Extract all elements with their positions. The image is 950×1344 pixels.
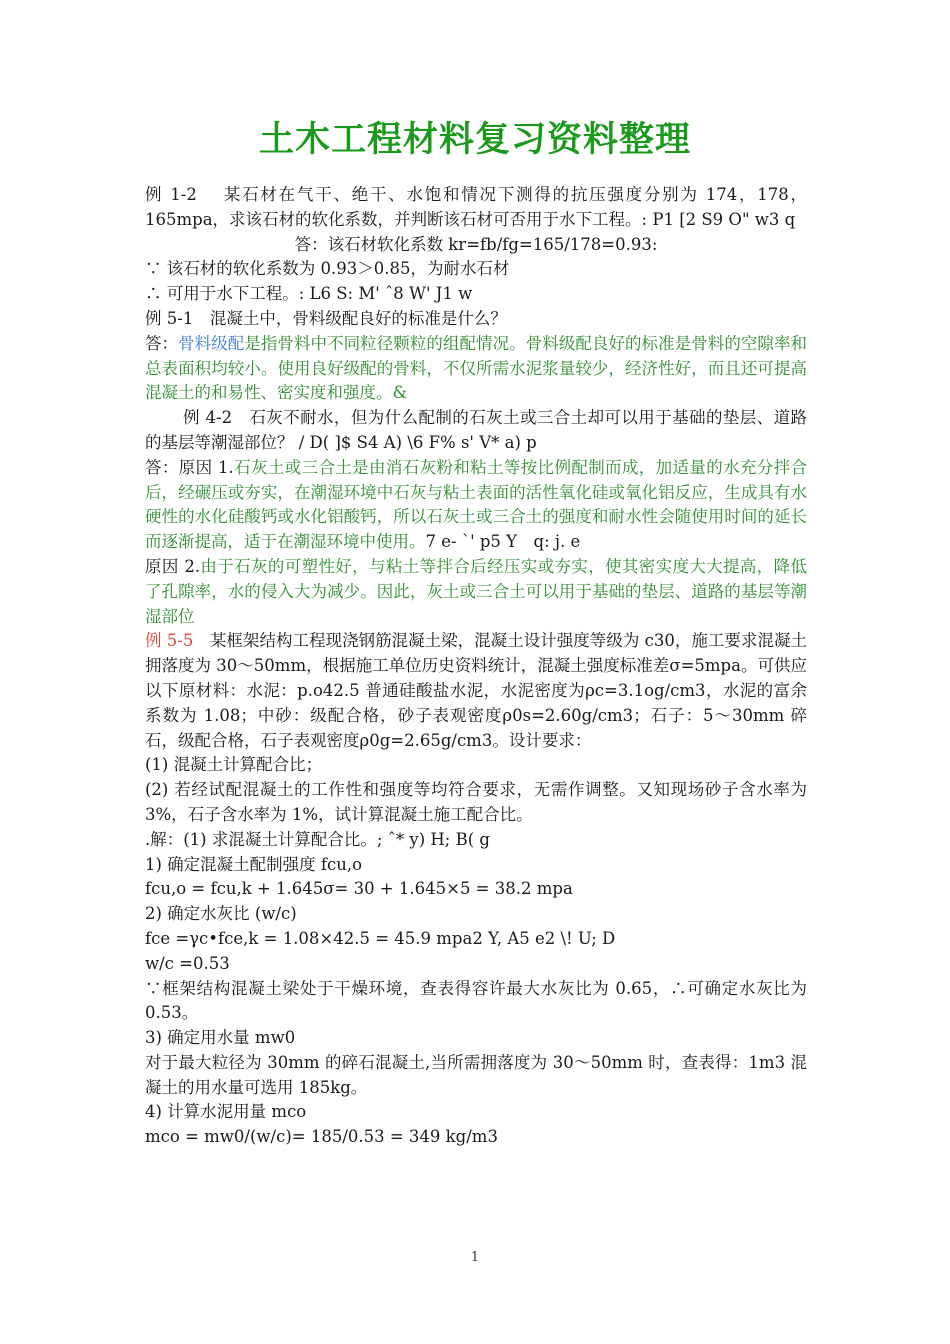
- page-number: 1: [470, 1250, 480, 1265]
- example-5-5-text: 某框架结构工程现浇钢筋混凝土梁，混凝土设计强度等级为 c30，施工要求混凝土拥落度为 30～50mm，根据施工单位历史资料统计，混凝土强度标准差σ=5mpa。可供应以下原材料：水泥：p.o42.5 普通硅酸盐水泥，水泥密度为ρc=3.1og/cm3，水泥的富余系数为 1.08；中砂：级配合格，砂子表观密度ρ0s=2.60g/cm3；石子：5～30mm 碎石，级配合格，石子表观密度ρ0g=2.65g/cm3。设计要求：: [145, 631, 807, 750]
- requirement-2: (2) 若经试配混凝土的工作性和强度等均符合要求，无需作调整。又知现场砂子含水率为 3%，石子含水率为 1%，试计算混凝土施工配合比。: [145, 780, 807, 824]
- example-4-2-reason-1: [145, 456, 807, 555]
- term-link-aggregate-grading[interactable]: 骨料级配: [178, 333, 245, 353]
- example-1-2-question: 例 1-2 某石材在气干、绝干、水饱和情况下测得的抗压强度分别为 174，178，165mpa，求该石材的软化系数，并判断该石材可否用于水下工程。: P1 [2 S9 O" w3 q: [145, 185, 807, 229]
- step-3-note: 对于最大粒径为 30mm 的碎石混凝土,当所需拥落度为 30～50mm 时，查表得：1m3 混凝土的用水量可选用 185kg。: [145, 1052, 807, 1097]
- example-5-1-question: 例 5-1 混凝土中，骨料级配良好的标准是什么？: [145, 308, 507, 328]
- solution-heading: .解：(1) 求混凝土计算配合比。; ˆ* y) H; B( g: [145, 829, 490, 849]
- step-2-heading: 2) 确定水灰比 (w/c): [145, 904, 297, 924]
- step-1-formula: fcu,o = fcu,k + 1.645σ= 30 + 1.645×5 = 38.2 mpa: [145, 879, 573, 899]
- reason-2-body: 由于石灰的可塑性好，与粘土等拌合后经压实或夯实，使其密实度大大提高，降低了孔隙率，水的侵入大为减少。因此，灰土或三合土可以用于基础的垫层、道路的基层等潮湿部位: [145, 556, 808, 626]
- reason-1-tail: 7 e- `' p5 Y q: j. e: [425, 532, 581, 552]
- example-5-5-label: 例 5-5: [145, 631, 194, 651]
- example-4-2-question: 例 4-2 石灰不耐水，但为什么配制的石灰土或三合土却可以用于基础的垫层、道路的基层等潮湿部位？ / D( ]$ S4 A) \6 F% s' V* a) p: [145, 408, 807, 452]
- document-title: 土木工程材料复习资料整理: [258, 120, 691, 160]
- example-4-2-reason-2: [145, 555, 807, 629]
- step-1-heading: 1) 确定混凝土配制强度 fcu,o: [145, 854, 363, 874]
- example-1-2-answer: 答：该石材软化系数 kr=fb/fg=165/178=0.93:: [294, 234, 658, 254]
- step-2-note: ∵框架结构混凝土梁处于干燥环境，查表得容许最大水灰比为 0.65，∴可确定水灰比为 0.53。: [145, 978, 807, 1023]
- reason-1-prefix: 答：原因 1.: [145, 457, 234, 477]
- answer-prefix: 答：: [145, 333, 179, 353]
- step-2-wc: w/c =0.53: [145, 953, 230, 973]
- reason-2-prefix: 原因 2.: [145, 556, 201, 576]
- step-4-formula: mco = mw0/(w/c)= 185/0.53 = 349 kg/m3: [145, 1127, 498, 1147]
- answer-body: 是指骨料中不同粒径颗粒的组配情况。骨料级配良好的标准是骨料的空隙率和总表面积均较小。使用良好级配的骨料，不仅所需水泥浆量较少，经济性好，而且还可提高混凝土的和易性、密实度和强度。&: [145, 333, 808, 403]
- reason-1-body: 石灰土或三合土是由消石灰粉和粘土等按比例配制而成，加适量的水充分拌合后，经碾压或夯实，在潮湿环境中石灰与粘土表面的活性氧化硅或氧化铝反应，生成具有水硬性的水化硅酸钙或水化铝酸钙，所以石灰土或三合土的强度和耐水性会随使用时间的延长而逐渐提高，适于在潮湿环境中使用。: [145, 457, 808, 552]
- document-body: [145, 183, 807, 1150]
- example-5-5-question: [145, 629, 807, 753]
- step-2-formula: fce =γc•fce,k = 1.08×42.5 = 45.9 mpa2 Y, A5 e2 \! U; D: [145, 928, 616, 948]
- step-4-heading: 4) 计算水泥用量 mco: [145, 1102, 307, 1122]
- example-5-1-answer: [145, 332, 807, 406]
- step-3-heading: 3) 确定用水量 mw0: [145, 1028, 296, 1048]
- requirement-1: (1) 混凝土计算配合比；: [145, 755, 323, 775]
- example-1-2-reason: ∵ 该石材的软化系数为 0.93＞0.85，为耐水石材: [145, 259, 510, 279]
- example-1-2-conclusion: ∴ 可用于水下工程。: L6 S: M' ˆ8 W' J1 w: [145, 284, 473, 304]
